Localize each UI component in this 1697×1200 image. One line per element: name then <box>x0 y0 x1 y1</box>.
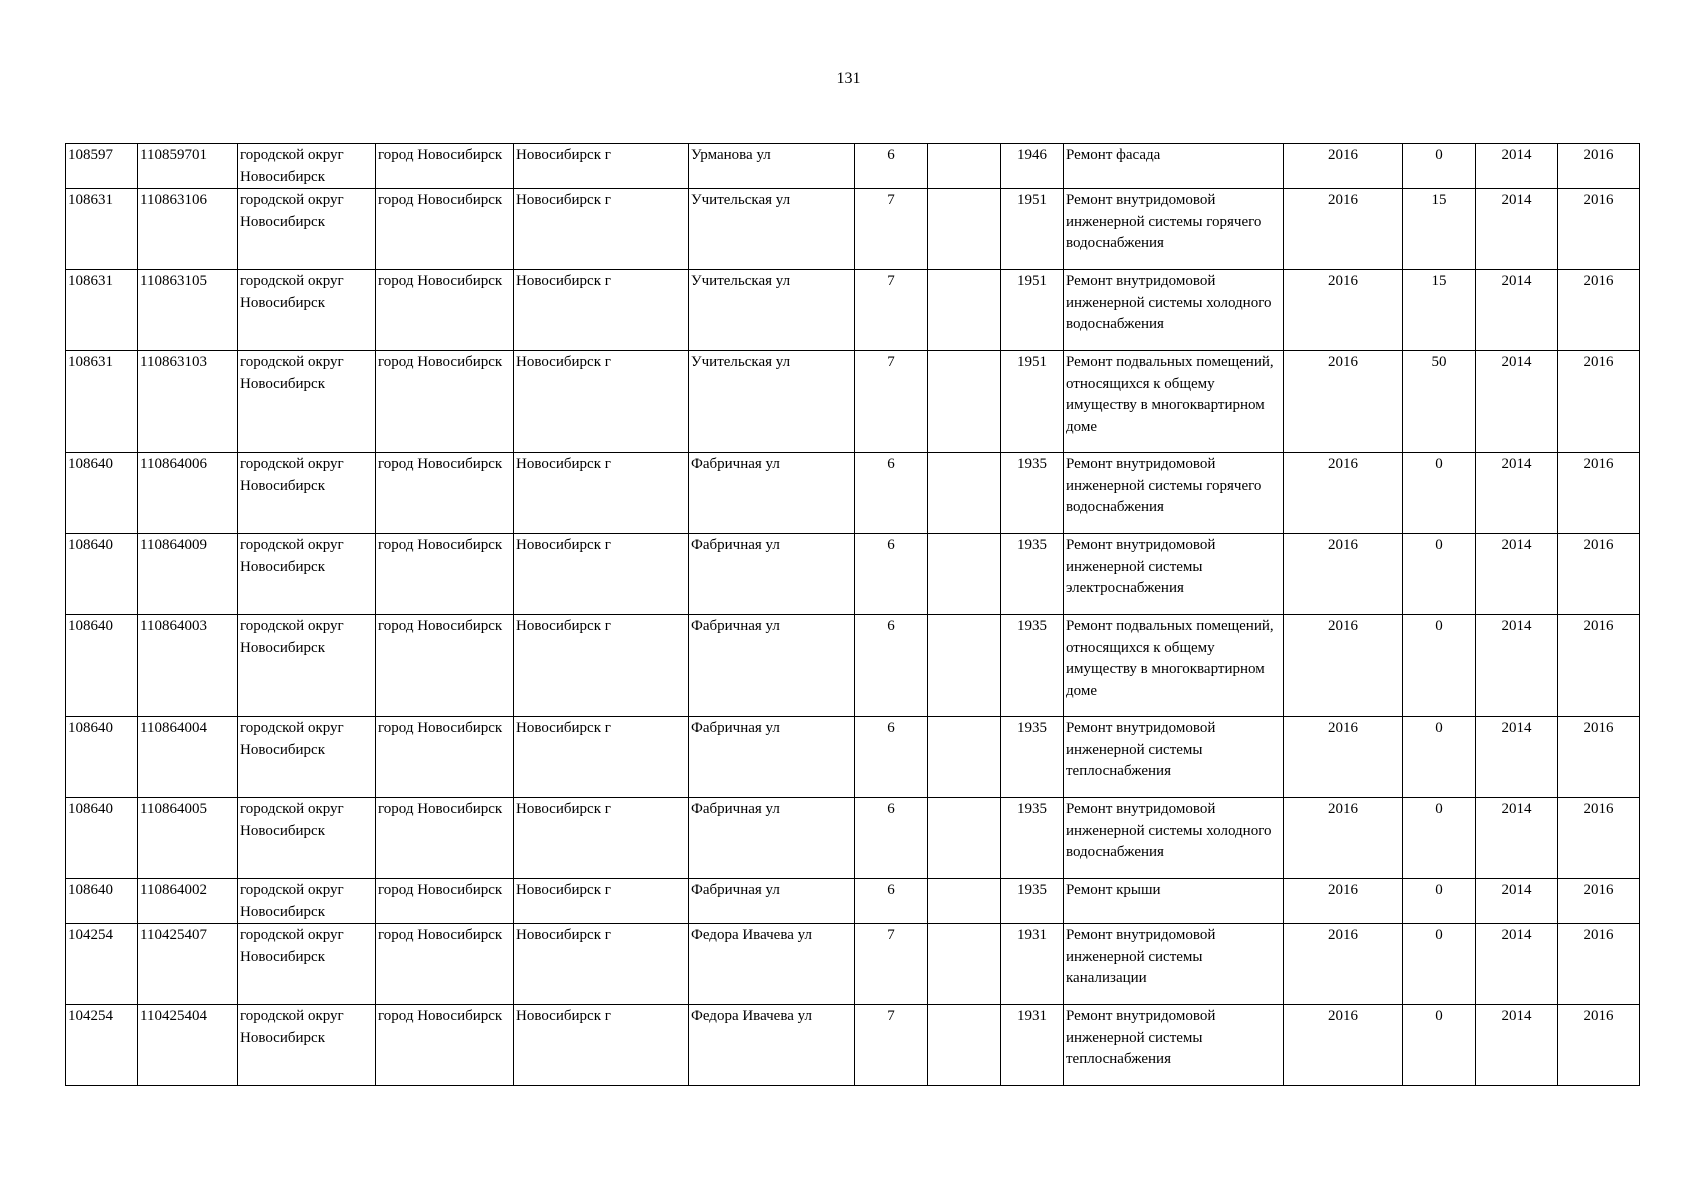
cell-district: городской округ Новосибирск <box>238 534 376 615</box>
cell-locality: Новосибирск г <box>514 798 689 879</box>
cell-plan-year: 2016 <box>1284 144 1403 189</box>
cell-district: городской округ Новосибирск <box>238 189 376 270</box>
cell-to-year: 2016 <box>1558 615 1640 717</box>
cell-work-type: Ремонт внутридомовой инженерной системы холодного водоснабжения <box>1064 270 1284 351</box>
cell-built-year: 1935 <box>1001 798 1064 879</box>
cell-locality: Новосибирск г <box>514 717 689 798</box>
cell-work-code: 110864006 <box>138 453 238 534</box>
cell-plan-year: 2016 <box>1284 1005 1403 1086</box>
cell-district: городской округ Новосибирск <box>238 798 376 879</box>
cell-municipality: город Новосибирск <box>376 453 514 534</box>
cell-street: Учительская ул <box>689 270 855 351</box>
cell-district: городской округ Новосибирск <box>238 615 376 717</box>
cell-locality: Новосибирск г <box>514 1005 689 1086</box>
cell-from-year: 2014 <box>1476 189 1558 270</box>
cell-municipality: город Новосибирск <box>376 879 514 924</box>
cell-building <box>928 717 1001 798</box>
cell-house-id: 108640 <box>66 453 138 534</box>
cell-from-year: 2014 <box>1476 1005 1558 1086</box>
cell-house-number: 6 <box>855 144 928 189</box>
cell-from-year: 2014 <box>1476 879 1558 924</box>
cell-municipality: город Новосибирск <box>376 1005 514 1086</box>
cell-to-year: 2016 <box>1558 453 1640 534</box>
cell-built-year: 1946 <box>1001 144 1064 189</box>
cell-from-year: 2014 <box>1476 270 1558 351</box>
cell-work-code: 110864005 <box>138 798 238 879</box>
cell-house-number: 6 <box>855 879 928 924</box>
cell-built-year: 1935 <box>1001 717 1064 798</box>
cell-street: Фабричная ул <box>689 717 855 798</box>
cell-locality: Новосибирск г <box>514 351 689 453</box>
cell-district: городской округ Новосибирск <box>238 717 376 798</box>
cell-from-year: 2014 <box>1476 144 1558 189</box>
cell-house-number: 7 <box>855 924 928 1005</box>
cell-percent: 0 <box>1403 534 1476 615</box>
cell-building <box>928 270 1001 351</box>
cell-work-code: 110425407 <box>138 924 238 1005</box>
cell-municipality: город Новосибирск <box>376 717 514 798</box>
cell-percent: 0 <box>1403 798 1476 879</box>
cell-house-id: 108640 <box>66 879 138 924</box>
cell-percent: 0 <box>1403 144 1476 189</box>
cell-built-year: 1951 <box>1001 351 1064 453</box>
cell-percent: 0 <box>1403 879 1476 924</box>
cell-locality: Новосибирск г <box>514 189 689 270</box>
cell-built-year: 1935 <box>1001 453 1064 534</box>
cell-house-number: 7 <box>855 270 928 351</box>
table-row <box>66 798 1640 879</box>
cell-built-year: 1951 <box>1001 189 1064 270</box>
cell-street: Учительская ул <box>689 351 855 453</box>
cell-from-year: 2014 <box>1476 924 1558 1005</box>
cell-building <box>928 351 1001 453</box>
cell-building <box>928 924 1001 1005</box>
cell-building <box>928 798 1001 879</box>
cell-work-type: Ремонт внутридомовой инженерной системы теплоснабжения <box>1064 717 1284 798</box>
cell-work-type: Ремонт подвальных помещений, относящихся к общему имуществу в многоквартирном доме <box>1064 615 1284 717</box>
cell-street: Фабричная ул <box>689 534 855 615</box>
table-row <box>66 270 1640 351</box>
cell-house-id: 108631 <box>66 351 138 453</box>
cell-plan-year: 2016 <box>1284 798 1403 879</box>
cell-to-year: 2016 <box>1558 270 1640 351</box>
cell-municipality: город Новосибирск <box>376 144 514 189</box>
cell-locality: Новосибирск г <box>514 144 689 189</box>
cell-to-year: 2016 <box>1558 144 1640 189</box>
cell-house-id: 108640 <box>66 534 138 615</box>
cell-house-id: 104254 <box>66 924 138 1005</box>
cell-district: городской округ Новосибирск <box>238 879 376 924</box>
cell-work-type: Ремонт крыши <box>1064 879 1284 924</box>
cell-house-id: 108631 <box>66 270 138 351</box>
cell-street: Фабричная ул <box>689 879 855 924</box>
cell-from-year: 2014 <box>1476 615 1558 717</box>
cell-work-code: 110863103 <box>138 351 238 453</box>
cell-work-type: Ремонт внутридомовой инженерной системы холодного водоснабжения <box>1064 798 1284 879</box>
cell-built-year: 1935 <box>1001 879 1064 924</box>
cell-house-number: 6 <box>855 717 928 798</box>
cell-work-code: 110864002 <box>138 879 238 924</box>
table-row <box>66 351 1640 453</box>
table-row <box>66 189 1640 270</box>
cell-house-number: 6 <box>855 534 928 615</box>
table-row <box>66 144 1640 189</box>
cell-house-id: 108640 <box>66 798 138 879</box>
cell-plan-year: 2016 <box>1284 534 1403 615</box>
cell-work-type: Ремонт внутридомовой инженерной системы канализации <box>1064 924 1284 1005</box>
cell-locality: Новосибирск г <box>514 615 689 717</box>
cell-house-id: 108640 <box>66 717 138 798</box>
cell-to-year: 2016 <box>1558 879 1640 924</box>
cell-work-type: Ремонт фасада <box>1064 144 1284 189</box>
cell-built-year: 1935 <box>1001 615 1064 717</box>
page-number: 131 <box>836 70 861 87</box>
cell-house-id: 108597 <box>66 144 138 189</box>
cell-locality: Новосибирск г <box>514 534 689 615</box>
cell-built-year: 1931 <box>1001 1005 1064 1086</box>
cell-house-number: 7 <box>855 1005 928 1086</box>
cell-municipality: город Новосибирск <box>376 924 514 1005</box>
cell-work-code: 110863105 <box>138 270 238 351</box>
cell-plan-year: 2016 <box>1284 615 1403 717</box>
cell-plan-year: 2016 <box>1284 453 1403 534</box>
cell-house-number: 7 <box>855 189 928 270</box>
cell-district: городской округ Новосибирск <box>238 144 376 189</box>
cell-building <box>928 1005 1001 1086</box>
cell-from-year: 2014 <box>1476 351 1558 453</box>
cell-to-year: 2016 <box>1558 1005 1640 1086</box>
registry-table <box>65 143 1640 1086</box>
cell-work-type: Ремонт внутридомовой инженерной системы электроснабжения <box>1064 534 1284 615</box>
cell-plan-year: 2016 <box>1284 270 1403 351</box>
cell-locality: Новосибирск г <box>514 924 689 1005</box>
cell-percent: 15 <box>1403 270 1476 351</box>
cell-house-number: 6 <box>855 453 928 534</box>
cell-building <box>928 189 1001 270</box>
table-row <box>66 453 1640 534</box>
cell-to-year: 2016 <box>1558 534 1640 615</box>
cell-to-year: 2016 <box>1558 798 1640 879</box>
cell-building <box>928 879 1001 924</box>
cell-work-code: 110864004 <box>138 717 238 798</box>
cell-street: Урманова ул <box>689 144 855 189</box>
cell-locality: Новосибирск г <box>514 879 689 924</box>
cell-to-year: 2016 <box>1558 924 1640 1005</box>
cell-district: городской округ Новосибирск <box>238 1005 376 1086</box>
cell-percent: 0 <box>1403 1005 1476 1086</box>
cell-street: Фабричная ул <box>689 798 855 879</box>
cell-work-code: 110425404 <box>138 1005 238 1086</box>
cell-work-type: Ремонт внутридомовой инженерной системы теплоснабжения <box>1064 1005 1284 1086</box>
cell-house-id: 104254 <box>66 1005 138 1086</box>
cell-building <box>928 453 1001 534</box>
cell-locality: Новосибирск г <box>514 270 689 351</box>
cell-from-year: 2014 <box>1476 534 1558 615</box>
cell-built-year: 1951 <box>1001 270 1064 351</box>
cell-street: Фабричная ул <box>689 453 855 534</box>
cell-to-year: 2016 <box>1558 717 1640 798</box>
cell-percent: 0 <box>1403 924 1476 1005</box>
cell-work-type: Ремонт подвальных помещений, относящихся к общему имуществу в многоквартирном доме <box>1064 351 1284 453</box>
cell-municipality: город Новосибирск <box>376 534 514 615</box>
cell-built-year: 1931 <box>1001 924 1064 1005</box>
cell-street: Федора Ивачева ул <box>689 924 855 1005</box>
cell-municipality: город Новосибирск <box>376 798 514 879</box>
cell-work-code: 110863106 <box>138 189 238 270</box>
cell-percent: 0 <box>1403 615 1476 717</box>
cell-building <box>928 615 1001 717</box>
cell-built-year: 1935 <box>1001 534 1064 615</box>
table-row <box>66 1005 1640 1086</box>
cell-district: городской округ Новосибирск <box>238 351 376 453</box>
cell-municipality: город Новосибирск <box>376 615 514 717</box>
cell-work-code: 110864003 <box>138 615 238 717</box>
cell-house-id: 108640 <box>66 615 138 717</box>
cell-municipality: город Новосибирск <box>376 351 514 453</box>
cell-district: городской округ Новосибирск <box>238 924 376 1005</box>
cell-work-code: 110859701 <box>138 144 238 189</box>
table-body <box>66 144 1640 1086</box>
cell-from-year: 2014 <box>1476 717 1558 798</box>
cell-from-year: 2014 <box>1476 453 1558 534</box>
cell-percent: 15 <box>1403 189 1476 270</box>
cell-work-code: 110864009 <box>138 534 238 615</box>
cell-street: Федора Ивачева ул <box>689 1005 855 1086</box>
cell-to-year: 2016 <box>1558 189 1640 270</box>
cell-percent: 50 <box>1403 351 1476 453</box>
cell-work-type: Ремонт внутридомовой инженерной системы горячего водоснабжения <box>1064 453 1284 534</box>
cell-street: Фабричная ул <box>689 615 855 717</box>
table-row <box>66 717 1640 798</box>
table-row <box>66 615 1640 717</box>
cell-district: городской округ Новосибирск <box>238 453 376 534</box>
table-row <box>66 879 1640 924</box>
cell-house-number: 7 <box>855 351 928 453</box>
cell-municipality: город Новосибирск <box>376 270 514 351</box>
cell-plan-year: 2016 <box>1284 189 1403 270</box>
cell-house-id: 108631 <box>66 189 138 270</box>
cell-plan-year: 2016 <box>1284 351 1403 453</box>
cell-district: городской округ Новосибирск <box>238 270 376 351</box>
table-row <box>66 924 1640 1005</box>
cell-building <box>928 534 1001 615</box>
cell-plan-year: 2016 <box>1284 879 1403 924</box>
cell-percent: 0 <box>1403 453 1476 534</box>
cell-municipality: город Новосибирск <box>376 189 514 270</box>
cell-house-number: 6 <box>855 615 928 717</box>
cell-percent: 0 <box>1403 717 1476 798</box>
cell-plan-year: 2016 <box>1284 717 1403 798</box>
cell-to-year: 2016 <box>1558 351 1640 453</box>
cell-locality: Новосибирск г <box>514 453 689 534</box>
cell-work-type: Ремонт внутридомовой инженерной системы горячего водоснабжения <box>1064 189 1284 270</box>
cell-plan-year: 2016 <box>1284 924 1403 1005</box>
cell-house-number: 6 <box>855 798 928 879</box>
table-row <box>66 534 1640 615</box>
cell-from-year: 2014 <box>1476 798 1558 879</box>
cell-street: Учительская ул <box>689 189 855 270</box>
cell-building <box>928 144 1001 189</box>
